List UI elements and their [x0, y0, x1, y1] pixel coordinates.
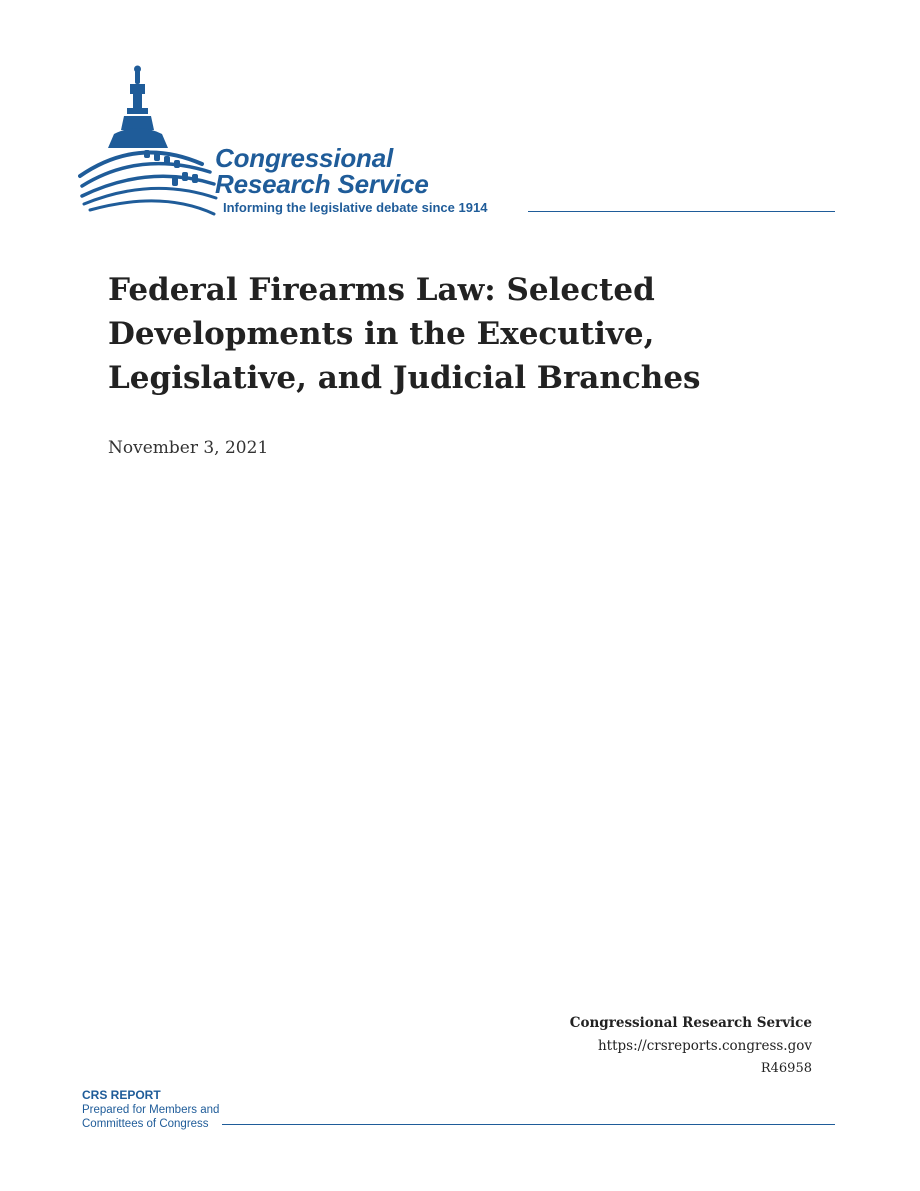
footer-block [82, 1088, 219, 1131]
report-date: November 3, 2021 [108, 438, 269, 458]
publisher-block [570, 1012, 812, 1080]
footer-line-2: Committees of Congress [82, 1118, 209, 1130]
tagline: Informing the legislative debate since 1914 [223, 200, 488, 215]
footer-line-1: Prepared for Members and [82, 1104, 220, 1116]
header-divider [528, 211, 835, 212]
report-title: Federal Firearms Law: Selected Developments in the Executive, Legislative, and Judicial Branches [108, 272, 701, 396]
crs-wordmark [215, 145, 429, 197]
crs-logo [78, 64, 838, 224]
footer-divider [222, 1124, 835, 1125]
org-name-line-1: Congressional [215, 143, 393, 173]
publisher-name: Congressional Research Service [569, 1015, 812, 1031]
publisher-url[interactable]: https://crsreports.congress.gov [597, 1038, 812, 1054]
org-name-line-2: Research Service [215, 169, 429, 199]
footer-label: CRS REPORT [82, 1088, 161, 1102]
capitol-dome-icon [78, 64, 224, 218]
report-number: R46958 [760, 1061, 812, 1076]
